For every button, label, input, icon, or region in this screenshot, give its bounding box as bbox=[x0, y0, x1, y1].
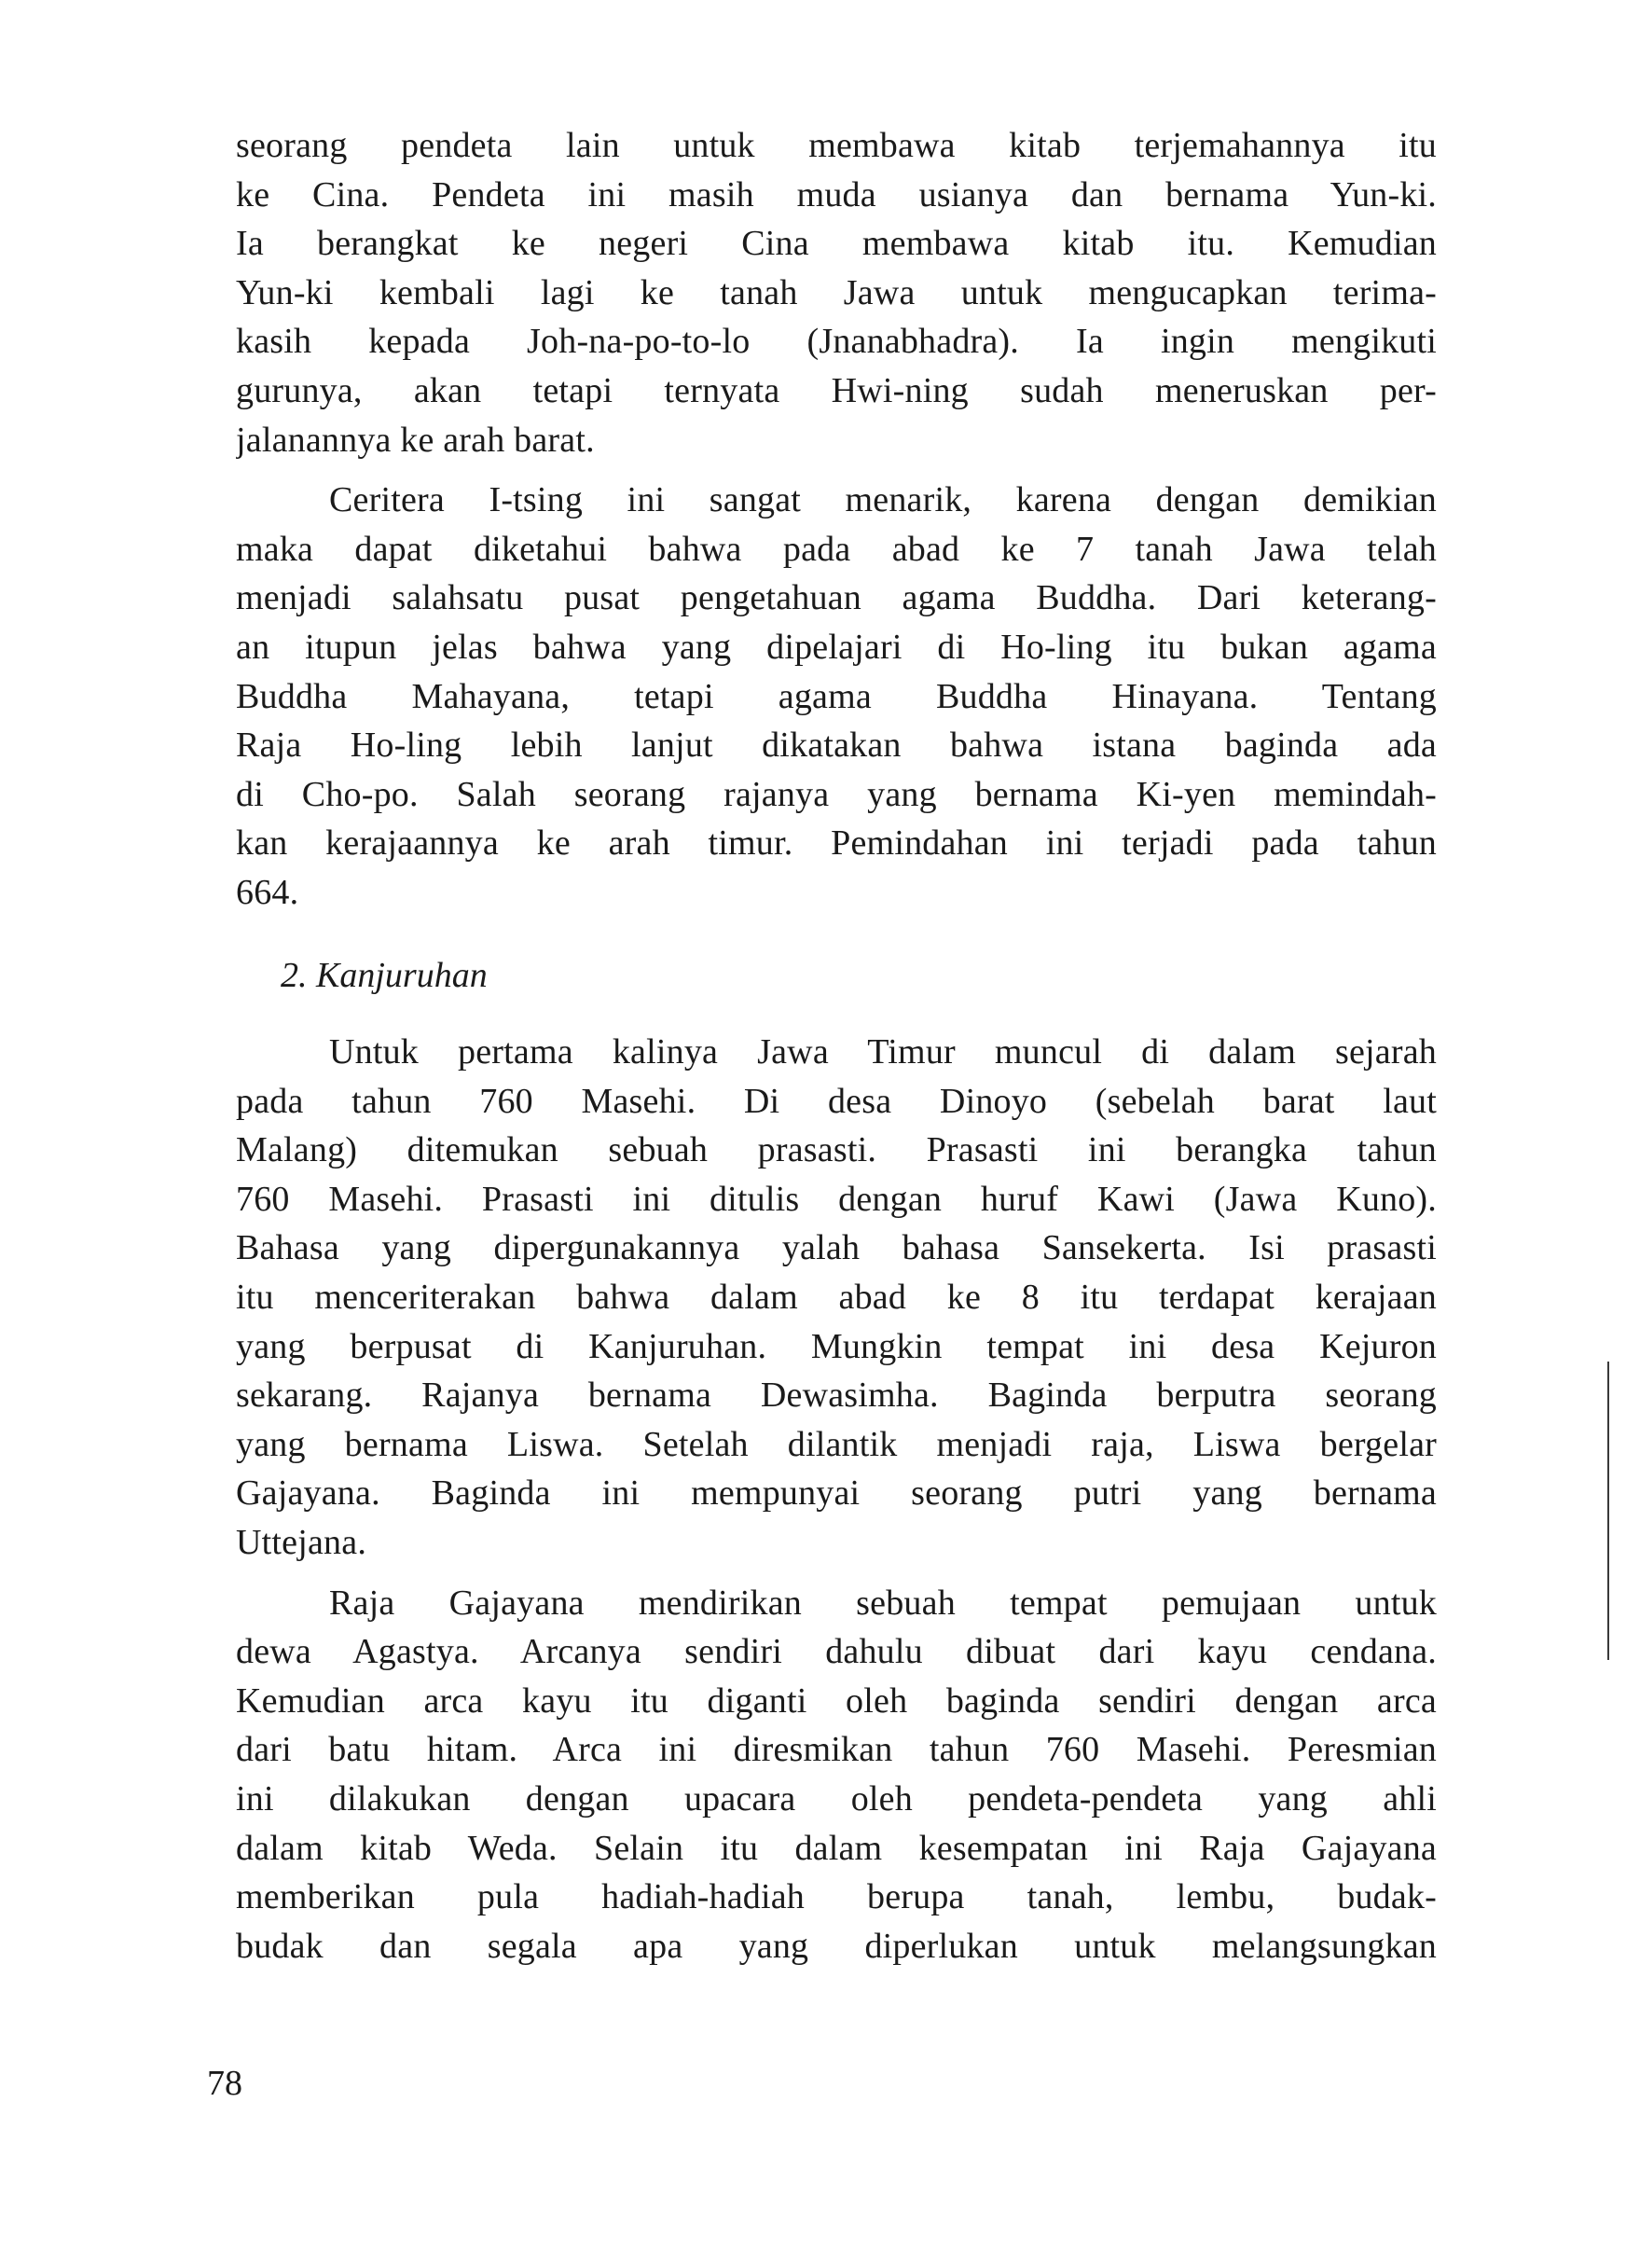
text-line: Kemudian arca kayu itu diganti oleh baginda sendiri dengan arca bbox=[236, 1680, 1437, 1721]
section-heading: 2. Kanjuruhan bbox=[281, 955, 488, 995]
text-line: yang bernama Liswa. Setelah dilantik menjadi raja, Liswa bergelar bbox=[236, 1424, 1437, 1464]
text-line: Buddha Mahayana, tetapi agama Buddha Hinayana. Tentang bbox=[236, 676, 1437, 716]
text-line: ini dilakukan dengan upacara oleh pendeta-pendeta yang ahli bbox=[236, 1779, 1437, 1819]
text-line: kan kerajaannya ke arah timur. Pemindahan ini terjadi pada tahun bbox=[236, 823, 1437, 864]
paragraph-2 bbox=[236, 476, 1437, 917]
text-line: dewa Agastya. Arcanya sendiri dahulu dibuat dari kayu cendana. bbox=[236, 1632, 1437, 1672]
paragraph-4 bbox=[236, 1579, 1437, 1971]
section-spacer bbox=[236, 918, 1437, 951]
text-line: seorang pendeta lain untuk membawa kitab terjemahannya itu bbox=[236, 126, 1437, 165]
text-line: Uttejana. bbox=[236, 1523, 367, 1563]
text-line: dalam kitab Weda. Selain itu dalam kesempatan ini Raja Gajayana bbox=[236, 1828, 1437, 1868]
text-line: Ceritera I-tsing ini sangat menarik, karena dengan demikian bbox=[329, 480, 1437, 520]
text-line: Gajayana. Baginda ini mempunyai seorang putri yang bernama bbox=[236, 1473, 1437, 1514]
text-line: Untuk pertama kalinya Jawa Timur muncul di dalam sejarah bbox=[329, 1032, 1437, 1072]
text-line: budak dan segala apa yang diperlukan untuk melangsungkan bbox=[236, 1926, 1437, 1966]
text-line: Raja Ho-ling lebih lanjut dikatakan bahwa istana baginda ada bbox=[236, 726, 1437, 766]
page-number: 78 bbox=[207, 2064, 242, 2103]
text-line: 760 Masehi. Prasasti ini ditulis dengan huruf Kawi (Jawa Kuno). bbox=[236, 1179, 1437, 1219]
text-line: Malang) ditemukan sebuah prasasti. Prasasti ini berangka tahun bbox=[236, 1130, 1437, 1170]
heading-spacer bbox=[236, 1000, 1437, 1028]
text-line: gurunya, akan tetapi ternyata Hwi-ning sudah meneruskan per- bbox=[236, 370, 1437, 410]
text-line: di Cho-po. Salah seorang rajanya yang bernama Ki-yen memindah- bbox=[236, 774, 1437, 814]
text-line: 664. bbox=[236, 872, 299, 912]
text-line: Bahasa yang dipergunakannya yalah bahasa Sansekerta. Isi prasasti bbox=[236, 1228, 1437, 1268]
paragraph-1 bbox=[236, 121, 1437, 464]
page-body bbox=[236, 121, 1437, 1971]
text-line: itu menceriterakan bahwa dalam abad ke 8 itu terdapat kerajaan bbox=[236, 1278, 1437, 1318]
text-line: sekarang. Rajanya bernama Dewasimha. Baginda berputra seorang bbox=[236, 1376, 1437, 1416]
text-line: dari batu hitam. Arca ini diresmikan tahun 760 Masehi. Peresmian bbox=[236, 1730, 1437, 1770]
text-line: Ia berangkat ke negeri Cina membawa kitab itu. Kemudian bbox=[236, 224, 1437, 264]
paragraph-spacer bbox=[236, 1568, 1437, 1579]
text-line: Raja Gajayana mendirikan sebuah tempat pemujaan untuk bbox=[329, 1583, 1437, 1623]
text-line: an itupun jelas bahwa yang dipelajari di Ho-ling itu bukan agama bbox=[236, 627, 1437, 667]
text-line: ke Cina. Pendeta ini masih muda usianya dan bernama Yun-ki. bbox=[236, 174, 1437, 214]
text-line: yang berpusat di Kanjuruhan. Mungkin tempat ini desa Kejuron bbox=[236, 1326, 1437, 1366]
paragraph-3 bbox=[236, 1028, 1437, 1568]
paragraph-spacer bbox=[236, 464, 1437, 476]
scan-margin-mark bbox=[1607, 1362, 1609, 1660]
text-line: Yun-ki kembali lagi ke tanah Jawa untuk mengucapkan terima- bbox=[236, 272, 1437, 312]
text-line: kasih kepada Joh-na-po-to-lo (Jnanabhadra). Ia ingin mengikuti bbox=[236, 322, 1437, 362]
text-line: pada tahun 760 Masehi. Di desa Dinoyo (sebelah barat laut bbox=[236, 1081, 1437, 1121]
text-line: menjadi salahsatu pusat pengetahuan agama Buddha. Dari keterang- bbox=[236, 578, 1437, 618]
text-line: maka dapat diketahui bahwa pada abad ke 7 tanah Jawa telah bbox=[236, 529, 1437, 569]
text-line: memberikan pula hadiah-hadiah berupa tanah, lembu, budak- bbox=[236, 1877, 1437, 1917]
text-line: jalanannya ke arah barat. bbox=[236, 420, 595, 460]
